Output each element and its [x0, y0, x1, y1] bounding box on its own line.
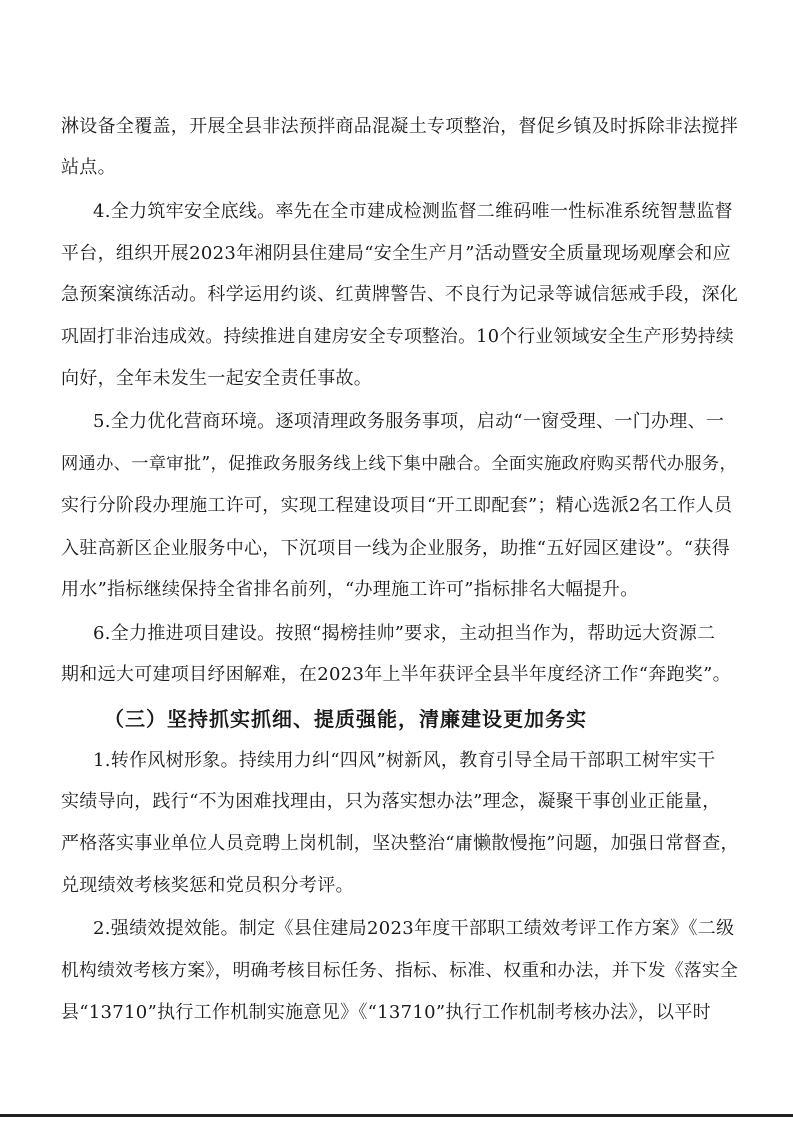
body-line: 向好，全年未发生一起安全责任事故。: [61, 368, 373, 389]
body-line: 实行分阶段办理施工许可，实现工程建设项目“开工即配套”；精心选派2名工作人员: [61, 495, 733, 516]
body-line: 机构绩效考核方案》，明确考核目标任务、指标、标准、权重和办法，并下发《落实全: [61, 961, 739, 981]
body-line: 县“13710”执行工作机制实施意见》《“13710”执行工作机制考核办法》，以平时: [61, 1002, 711, 1023]
body-line: 兑现绩效考核奖惩和党员积分考评。: [61, 875, 354, 896]
body-line: 5.全力优化营商环境。逐项清理政务服务事项，启动“一窗受理、一门办理、一: [93, 411, 725, 432]
body-line: 6.全力推进项目建设。按照“揭榜挂帅”要求，主动担当作为，帮助远大资源二: [93, 623, 716, 644]
body-line: 急预案演练活动。科学运用约谈、红黄牌警告、不良行为记录等诚信惩戒手段，深化: [61, 284, 739, 305]
section-heading: （三）坚持抓实抓细、提质强能，清廉建设更加务实: [104, 707, 587, 731]
body-line: 网通办、一章审批”，促推政务服务线上线下集中融合。全面实施政府购买帮代办服务，: [61, 454, 738, 474]
body-line: 严格落实事业单位人员竞聘上岗机制，坚决整治“庸懒散慢拖”问题，加强日常督查，: [61, 833, 739, 854]
body-line: 用水”指标继续保持全省排名前列，“办理施工许可”指标排名大幅提升。: [61, 579, 639, 600]
body-line: 2.强绩效提效能。制定《县住建局2023年度干部职工绩效考评工作方案》《二级: [93, 918, 735, 939]
body-line: 淋设备全覆盖，开展全县非法预拌商品混凝土专项整治，督促乡镇及时拆除非法搅拌: [61, 116, 739, 137]
body-line: 入驻高新区企业服务中心，下沉项目一线为企业服务，助推“五好园区建设”。“获得: [61, 538, 731, 559]
body-line: 站点。: [61, 157, 116, 178]
body-line: 平台，组织开展2023年湘阴县住建局“安全生产月”活动暨安全质量现场观摩会和应: [61, 243, 731, 264]
body-line: 期和远大可建项目纾困解难，在2023年上半年获评全县半年度经济工作“奔跑奖”。: [61, 664, 731, 685]
body-line: 巩固打非治违成效。持续推进自建房安全专项整治。10个行业领域安全生产形势持续: [61, 327, 734, 347]
body-line: 实绩导向，践行“不为困难找理由，只为落实想办法”理念，凝聚干事创业正能量，: [61, 791, 721, 812]
page-bottom-border: [0, 1114, 793, 1117]
body-line: 1.转作风树形象。持续用力纠“四风”树新风，教育引导全局干部职工树牢实干: [93, 750, 716, 771]
body-line: 4.全力筑牢安全底线。率先在全市建成检测监督二维码唯一性标准系统智慧监督: [93, 201, 733, 222]
